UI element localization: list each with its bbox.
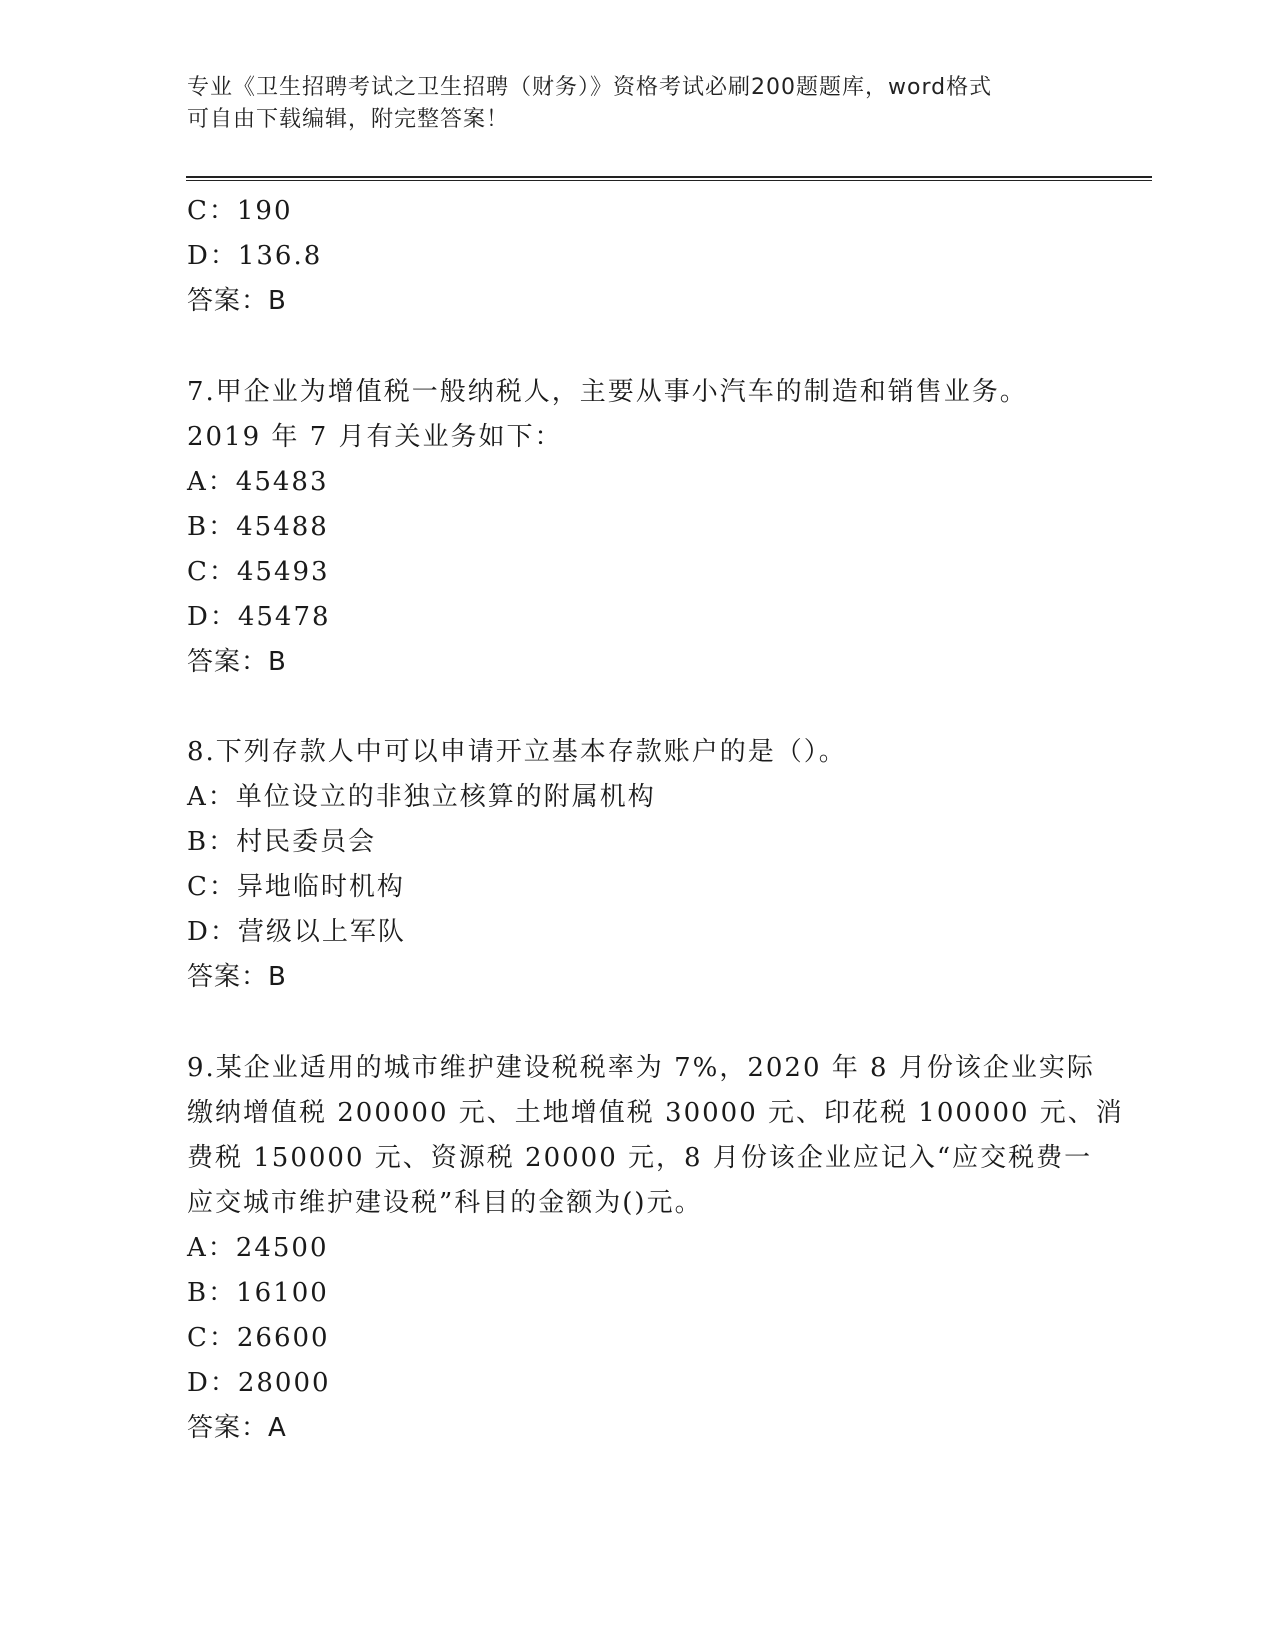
q8-stem-line-1: 8.下列存款人中可以申请开立基本存款账户的是（）。 [187, 737, 847, 767]
q7-answer: 答案：B [187, 647, 287, 677]
prev-option-d: D：136.8 [187, 241, 323, 271]
q7-option-a: A：45483 [187, 467, 329, 497]
header-title-line-1: 专业《卫生招聘考试之卫生招聘（财务）》资格考试必刷200题题库，word格式 [187, 75, 993, 100]
q8-answer: 答案：B [187, 962, 287, 992]
q8-option-d: D：营级以上军队 [187, 917, 406, 947]
q9-stem-line-1: 9.某企业适用的城市维护建设税税率为 7%，2020 年 8 月份该企业实际 [187, 1053, 1095, 1083]
header-divider-thick [186, 176, 1152, 178]
q9-option-c: C：26600 [187, 1323, 330, 1353]
document-header [187, 72, 1067, 136]
q8-option-a: A：单位设立的非独立核算的附属机构 [187, 782, 656, 812]
q9-stem-line-2: 缴纳增值税 200000 元、土地增值税 30000 元、印花税 100000 元、消 [187, 1098, 1124, 1128]
q9-stem-line-3: 费税 150000 元、资源税 20000 元，8 月份该企业应记入“应交税费一 [187, 1143, 1093, 1173]
q7-stem-line-2: 2019 年 7 月有关业务如下： [187, 422, 563, 452]
prev-option-c: C：190 [187, 196, 293, 226]
q9-option-d: D：28000 [187, 1368, 331, 1398]
q7-option-b: B：45488 [187, 512, 329, 542]
q9-option-a: A：24500 [187, 1233, 329, 1263]
q9-stem-line-4: 应交城市维护建设税”科目的金额为()元。 [187, 1188, 703, 1218]
q9-option-b: B：16100 [187, 1278, 329, 1308]
q7-stem-line-1: 7.甲企业为增值税一般纳税人，主要从事小汽车的制造和销售业务。 [187, 377, 1028, 407]
q7-option-d: D：45478 [187, 602, 331, 632]
q7-option-c: C：45493 [187, 557, 330, 587]
header-divider-thin [186, 180, 1152, 181]
q8-option-c: C：异地临时机构 [187, 872, 405, 902]
q8-option-b: B：村民委员会 [187, 827, 377, 857]
header-title-line-2: 可自由下载编辑，附完整答案！ [187, 107, 510, 132]
prev-answer: 答案：B [187, 286, 287, 316]
q9-answer: 答案：A [187, 1413, 287, 1443]
